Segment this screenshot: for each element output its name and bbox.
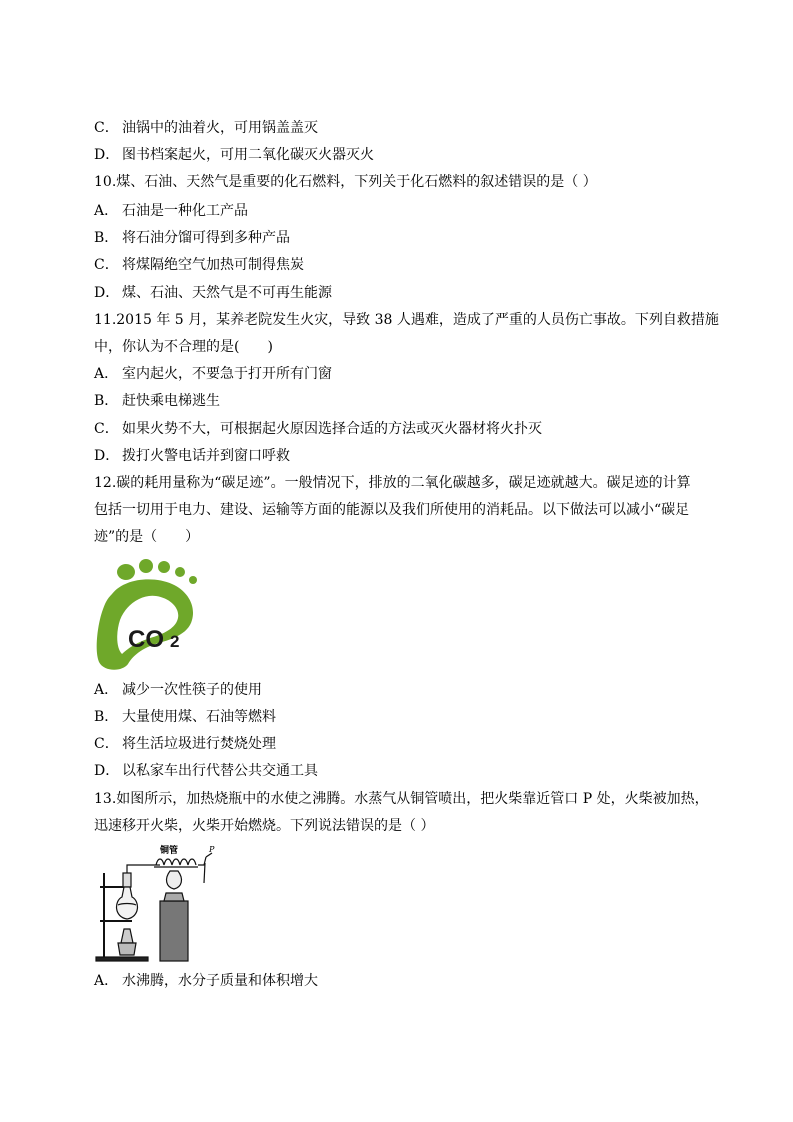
option-letter: C．	[94, 736, 119, 752]
option-text: 将石油分馏可得到多种产品	[122, 230, 290, 246]
q12-option-d	[94, 762, 318, 780]
option-text: 以私家车出行代替公共交通工具	[122, 763, 318, 779]
option-text: 水沸腾，水分子质量和体积增大	[122, 973, 318, 989]
option-text: 将煤隔绝空气加热可制得焦炭	[122, 257, 304, 273]
option-letter: B．	[94, 393, 119, 409]
p-point-label: P	[209, 845, 215, 854]
q11-stem-line2: 中，你认为不合理的是( )	[94, 339, 273, 355]
q11-option-a	[94, 365, 332, 383]
option-letter: B．	[94, 709, 119, 725]
option-letter: D．	[94, 147, 120, 163]
option-text: 将生活垃圾进行焚烧处理	[122, 736, 276, 752]
q12-stem-line1: 12.碳的耗用量称为“碳足迹”。一般情况下，排放的二氧化碳越多，碳足迹就越大。碳足迹的计算	[94, 475, 691, 491]
co2-label: CO	[128, 626, 164, 653]
q12-option-c	[94, 735, 276, 753]
q12-stem-line2: 包括一切用于电力、建设、运输等方面的能源以及我们所使用的消耗品。以下做法可以减小“碳足	[94, 502, 690, 518]
option-text: 大量使用煤、石油等燃料	[122, 709, 276, 725]
option-text: 煤、石油、天然气是不可再生能源	[122, 285, 332, 301]
q11-stem-line1: 11.2015 年 5 月，某养老院发生火灾，导致 38 人遇难，造成了严重的人员伤亡事故。下列自救措施	[94, 312, 719, 328]
option-text: 石油是一种化工产品	[122, 203, 248, 219]
option-text: 拨打火警电话并到窗口呼救	[122, 448, 290, 464]
option-letter: A．	[94, 973, 119, 989]
option-letter: D．	[94, 763, 120, 779]
q13-stem-line2: 迅速移开火柴，火柴开始燃烧。下列说法错误的是（ ）	[94, 818, 435, 834]
option-text: 减少一次性筷子的使用	[122, 682, 262, 698]
q10-option-b	[94, 229, 290, 247]
option-letter: D．	[94, 448, 120, 464]
q10-option-a	[94, 202, 248, 220]
q10-stem: 10.煤、石油、天然气是重要的化石燃料，下列关于化石燃料的叙述错误的是（ ）	[94, 174, 597, 190]
option-letter: A．	[94, 366, 119, 382]
option-text: 图书档案起火，可用二氧化碳灭火器灭火	[122, 147, 374, 163]
option-letter: C．	[94, 257, 119, 273]
option-letter: C．	[94, 120, 119, 136]
option-letter: B．	[94, 230, 119, 246]
q12-option-a	[94, 681, 262, 699]
option-text: 室内起火，不要急于打开所有门窗	[122, 366, 332, 382]
option-text: 油锅中的油着火，可用锅盖盖灭	[122, 120, 318, 136]
q12-option-b	[94, 708, 276, 726]
q9-option-c	[94, 119, 318, 137]
option-letter: A．	[94, 203, 119, 219]
q13-stem-line1: 13.如图所示，加热烧瓶中的水使之沸腾。水蒸气从铜管喷出，把火柴靠近管口 P 处，火柴被加热，	[94, 791, 709, 807]
q10-option-d	[94, 284, 332, 302]
q11-option-b	[94, 392, 220, 410]
option-letter: A．	[94, 682, 119, 698]
option-letter: C．	[94, 421, 119, 437]
q12-stem-line3: 迹”的是（ ）	[94, 529, 200, 545]
q11-option-c	[94, 420, 542, 438]
q11-option-d	[94, 447, 290, 465]
co2-subscript: 2	[170, 632, 180, 651]
copper-tube-label: 铜管	[160, 846, 179, 856]
carbon-footprint-figure	[94, 558, 206, 672]
option-text: 赶快乘电梯逃生	[122, 393, 220, 409]
option-letter: D．	[94, 285, 120, 301]
apparatus-figure	[94, 843, 220, 963]
q9-option-d	[94, 146, 374, 164]
q10-option-c	[94, 256, 304, 274]
option-text: 如果火势不大，可根据起火原因选择合适的方法或灭火器材将火扑灭	[122, 421, 542, 437]
q13-option-a	[94, 972, 318, 990]
